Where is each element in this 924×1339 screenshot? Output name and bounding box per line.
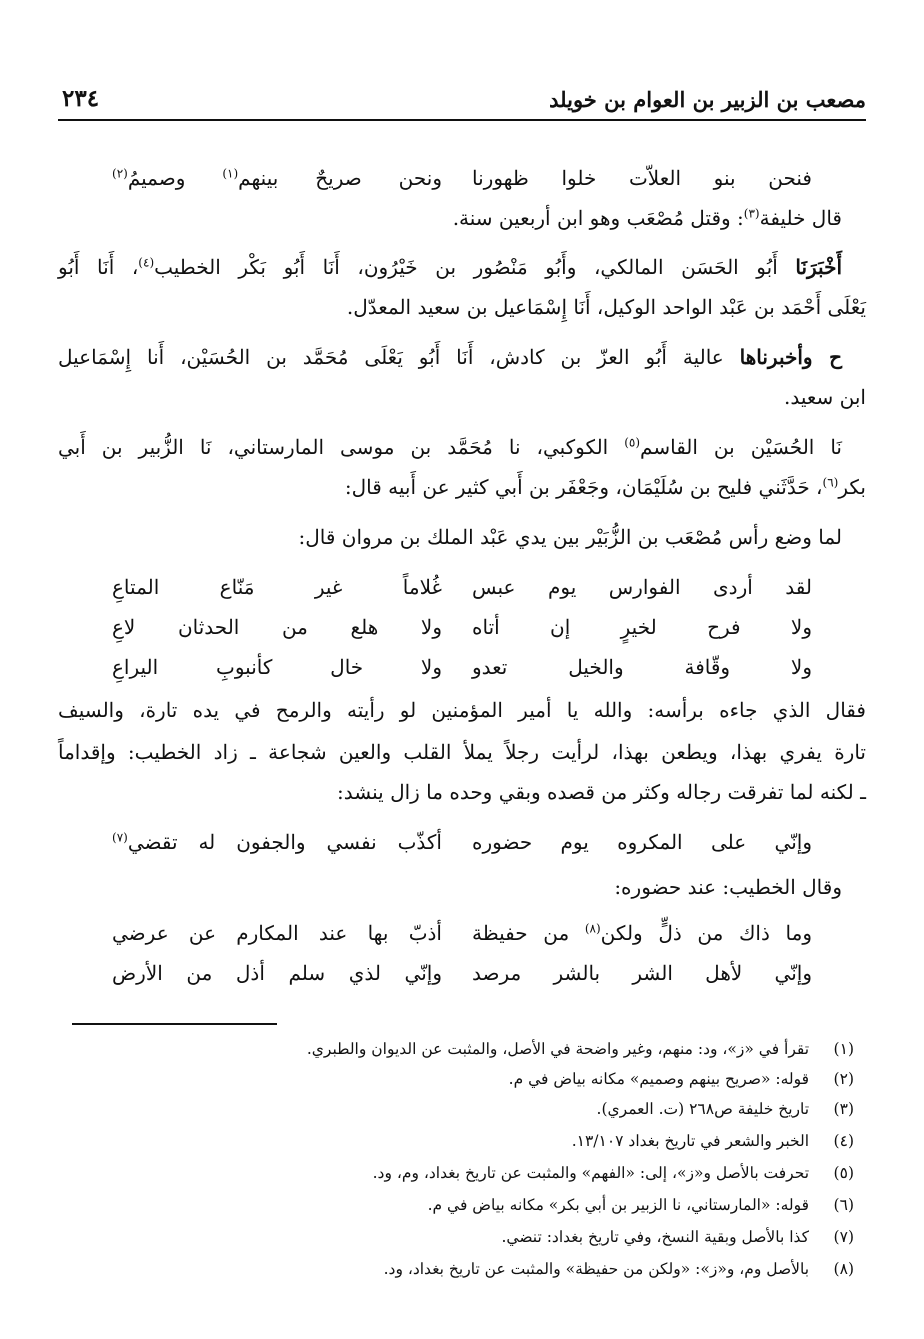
page-number: ٢٣٤	[62, 85, 100, 112]
verse-4-second-hemistich: ولا خال كأنبوبِ اليراعِ	[112, 655, 442, 679]
footnote-marker: (١)	[222, 166, 239, 181]
verse-2-second-hemistich: غُلاماً غير مَنّاع المتاعِ	[112, 575, 442, 599]
verse-4-first-hemistich: ولا وقّافة والخيل تعدو	[472, 655, 812, 679]
footnote-marker: (٧)	[112, 830, 128, 845]
verse-1-first-hemistich: فنحن بنو العلاّت خلوا ظهورنا	[472, 166, 812, 190]
footnote: (٢) قوله: «صريح بينهم وصميم» مكانه بياض في م.	[508, 1070, 854, 1088]
verse-7-first-hemistich: وإنّي لأهل الشر بالشر مرصد	[472, 961, 812, 985]
text-line: ابن سعيد.	[783, 385, 866, 409]
footnote-marker: (٨)	[584, 921, 601, 936]
isnad-line: أَخْبَرَنَا أَبُو الحَسَن المالكي، وأَبُو مَنْصُور بن خَيْرُون، أَنَا أَبُو بَكْر الخطيب$^{(٤)}$، أَنَا أَبُو	[58, 255, 843, 279]
footnote-marker: (٣)	[743, 206, 760, 221]
verse-2-first-hemistich: لقد أردى الفوارس يوم عبس	[472, 575, 812, 599]
text-line: قال خليفة$^{(٣)}$: وقتل مُصْعَب وهو ابن أربعين سنة.	[452, 206, 842, 230]
text-line: فقال الذي جاءه برأسه: والله يا أمير المؤمنين لو رأيته والرمح في يده تارة، والسيف	[58, 698, 866, 722]
footnote-marker: (٢)	[112, 166, 128, 181]
text-line: وقال الخطيب: عند حضوره:	[614, 875, 842, 899]
isnad-line: ح وأخبرناها عالية أَبُو العزّ بن كادش، أَنَا أَبُو يَعْلَى مُحَمَّد بن الحُسَيْن، أَنا إِسْمَاعيل	[58, 345, 842, 369]
isnad-line: نَا الحُسَيْن بن القاسم$^{(٥)}$ الكوكبي، نا مُحَمَّد بن موسى المارستاني، نَا الزُّبير بن أَبي	[58, 435, 843, 459]
running-title: مصعب بن الزبير بن العوام بن خويلد	[549, 87, 866, 112]
footnote-marker: (٥)	[624, 435, 641, 450]
footnote: (٣) تاريخ خليفة ص٢٦٨ (ت. العمري).	[596, 1100, 854, 1118]
text-line: ـ لكنه لما تفرقت رجاله وكثر من قصده وبقي وحده ما زال ينشد:	[337, 780, 866, 804]
footnote-separator	[72, 1023, 277, 1025]
verse-3-first-hemistich: ولا فرح لخيرٍ إن أتاه	[472, 615, 812, 639]
verse-6-first-hemistich: وما ذاك من ذلٍّ ولكن$^{(٨)}$ من حفيظة	[472, 921, 812, 945]
running-header	[58, 83, 866, 121]
verse-5-first-hemistich: وإنّي على المكروه يوم حضوره	[472, 830, 812, 854]
footnote: (٤) الخبر والشعر في تاريخ بغداد ١٣/١٠٧.	[571, 1132, 854, 1150]
text-line: يَعْلَى أَحْمَد بن عَبْد الواحد الوكيل، أَنَا إِسْمَاعيل بن سعيد المعدّل.	[346, 295, 866, 319]
footnote: (١) تقرأ في «ز»، ود: منهم، وغير واضحة في الأصل، والمثبت عن الديوان والطبري.	[306, 1040, 854, 1058]
text-line: لما وضع رأس مُصْعَب بن الزُّبَيْر بين يدي عَبْد الملك بن مروان قال:	[298, 525, 842, 549]
footnote: (٧) كذا بالأصل وبقية النسخ، وفي تاريخ بغداد: تنضي.	[501, 1228, 854, 1246]
verse-5-second-hemistich: أكذّب نفسي والجفون له تقضي$^{(٧)}$	[112, 830, 442, 854]
footnote: (٥) تحرفت بالأصل و«ز»، إلى: «الفهم» والمثبت عن تاريخ بغداد، وم، ود.	[372, 1164, 854, 1182]
text-line: تارة يفري بهذا، ويطعن بهذا، لرأيت رجلاً يملأ القلب والعين شجاعة ـ زاد الخطيب: وإقداماً	[58, 740, 866, 764]
footnote: (٦) قوله: «المارستاني، نا الزبير بن أبي بكر» مكانه بياض في م.	[427, 1196, 854, 1214]
verse-6-second-hemistich: أذبّ بها عند المكارم عن عرضي	[112, 921, 442, 945]
verse-7-second-hemistich: وإنّي لذي سلم أذل من الأرض	[112, 961, 442, 985]
footnote-marker: (٦)	[822, 475, 839, 490]
footnote-marker: (٤)	[138, 255, 155, 270]
text-line: بكر$^{(٦)}$، حَدَّثَني فليح بن سُلَيْمَان، وجَعْفَر بن أَبي كثير عن أَبيه قال:	[344, 475, 866, 499]
verse-3-second-hemistich: ولا هلع من الحدثان لاعِ	[112, 615, 442, 639]
verse-1-second-hemistich: ونحن صريحٌ بينهم$^{(١)}$ وصميمُ$^{(٢)}$	[112, 166, 443, 190]
footnote: (٨) بالأصل وم، و«ز»: «ولكن من حفيظة» والمثبت عن تاريخ بغداد، ود.	[383, 1260, 854, 1278]
